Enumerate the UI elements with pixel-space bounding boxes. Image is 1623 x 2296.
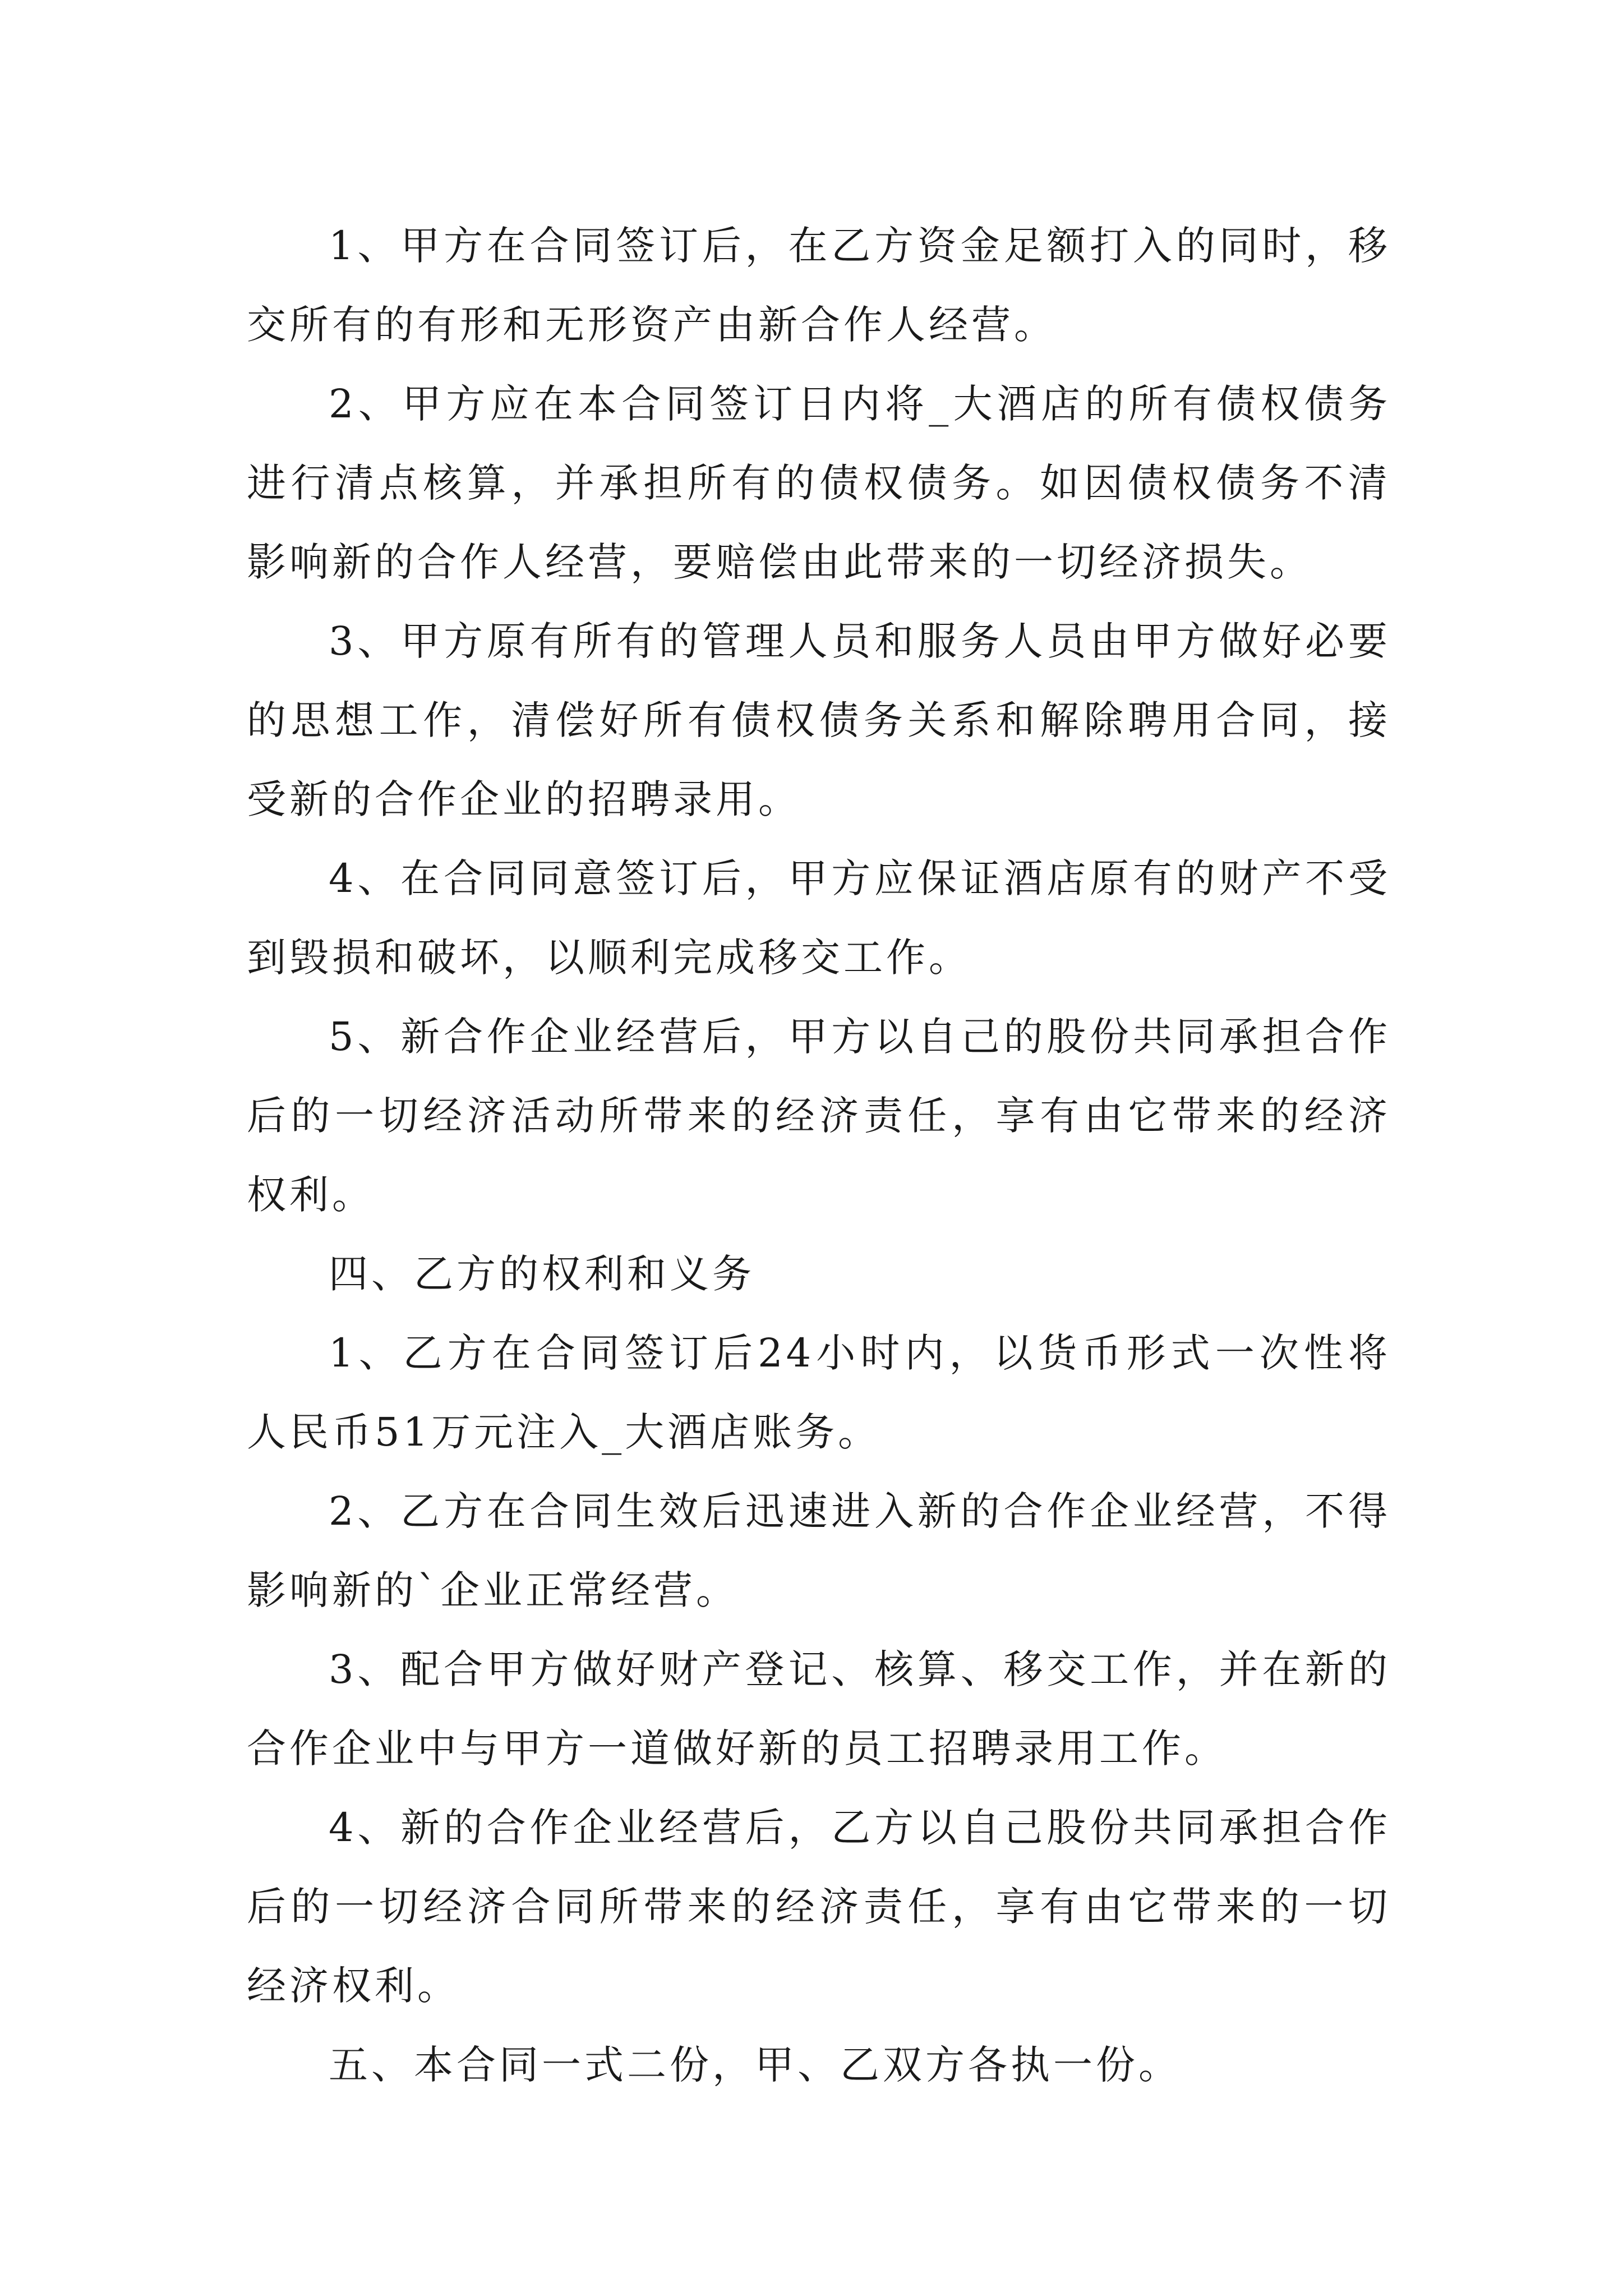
paragraph-8: 3、配合甲方做好财产登记、核算、移交工作，并在新的合作企业中与甲方一道做好新的员工招聘录用工作。 <box>247 1646 1391 1772</box>
section-heading-party-b: 四、乙方的权利和义务 <box>329 1251 755 1297</box>
paragraph-6: 1、乙方在合同签订后24小时内，以货币形式一次性将人民币51万元注入_大酒店账务。 <box>247 1330 1391 1455</box>
paragraph-4: 4、在合同同意签订后，甲方应保证酒店原有的财产不受到毁损和破坏，以顺利完成移交工作。 <box>247 855 1391 981</box>
paragraph-3: 3、甲方原有所有的管理人员和服务人员由甲方做好必要的思想工作，清偿好所有债权债务关系和解除聘用合同，接受新的合作企业的招聘录用。 <box>247 618 1391 822</box>
paragraph-2: 2、甲方应在本合同签订日内将_大酒店的所有债权债务进行清点核算，并承担所有的债权债务。如因债权债务不清影响新的合作人经营，要赔偿由此带来的一切经济损失。 <box>247 381 1391 585</box>
closing-clause: 五、本合同一式二份，甲、乙双方各执一份。 <box>329 2042 1181 2088</box>
paragraph-7: 2、乙方在合同生效后迅速进入新的合作企业经营，不得影响新的`企业正常经营。 <box>247 1488 1391 1613</box>
paragraph-1: 1、甲方在合同签订后，在乙方资金足额打入的同时，移交所有的有形和无形资产由新合作人经营。 <box>247 223 1391 348</box>
document-body <box>247 206 1391 2105</box>
paragraph-9: 4、新的合作企业经营后，乙方以自己股份共同承担合作后的一切经济合同所带来的经济责任，享有由它带来的一切经济权利。 <box>247 1805 1391 2009</box>
paragraph-5: 5、新合作企业经营后，甲方以自己的股份共同承担合作后的一切经济活动所带来的经济责任，享有由它带来的经济权利。 <box>247 1014 1391 1218</box>
